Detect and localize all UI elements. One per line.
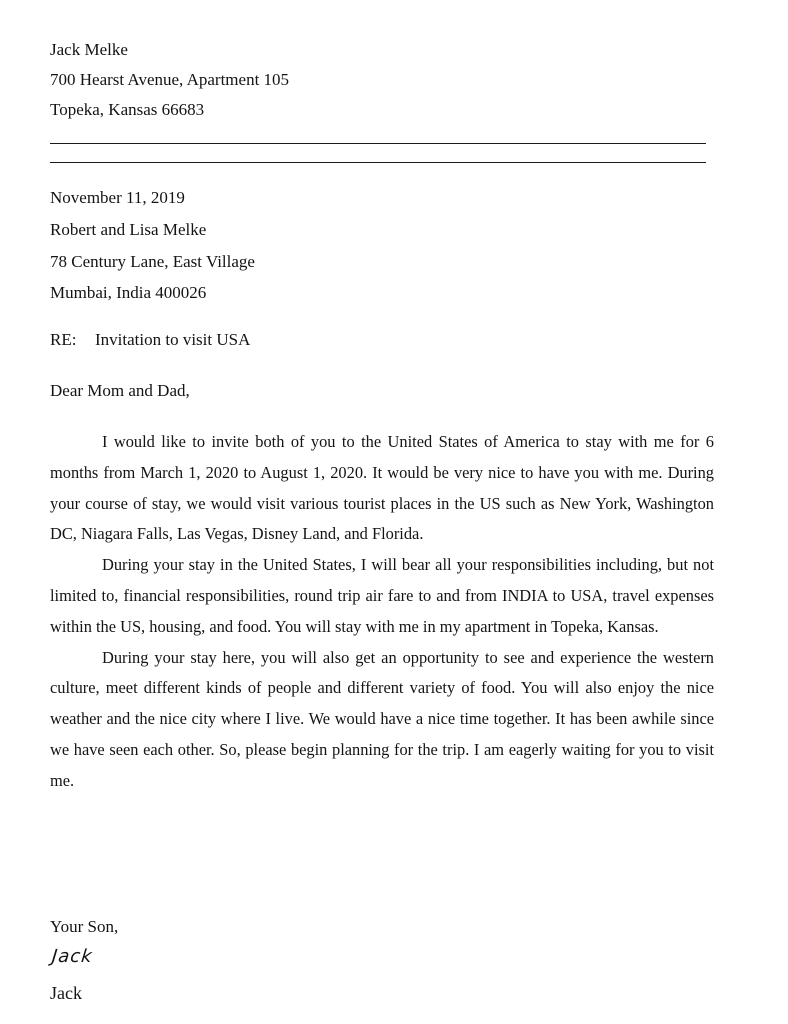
body-paragraph: During your stay here, you will also get an opportunity to see and experience the western culture, meet different kinds of people and different variety of food. You will also enjoy the nice weather and the nice city where I live. We would have a nice time together. It has been awhile since we have seen each other. So, please begin planning for the trip. I am eagerly waiting for you to visit me. [50,647,714,790]
salutation: Dear Mom and Dad, [50,381,190,400]
subject-line [50,330,250,350]
sender-address-line2: Topeka, Kansas 66683 [50,100,205,119]
signature-script: Jack [50,946,94,967]
closing: Your Son, [50,917,119,936]
body-paragraph: I would like to invite both of you to the United States of America to stay with me for 6 months from March 1, 2020 to August 1, 2020. It would be very nice to have you with me. During your course of stay, we would visit various tourist places in the US such as New York, Washington DC, Niagara Falls, Las Vegas, Disney Land, and Florida. [50,432,714,544]
recipient-name: Robert and Lisa Melke [50,220,207,239]
signature-name: Jack [50,983,82,1003]
recipient-address-line1: 78 Century Lane, East Village [50,252,255,271]
letter-date: November 11, 2019 [50,188,185,207]
recipient-address-line2: Mumbai, India 400026 [50,283,207,302]
header-divider-bottom [50,162,706,163]
body-paragraph: During your stay in the United States, I will bear all your responsibilities including, but not limited to, financial responsibilities, round trip air fare to and from INDIA to USA, travel expenses within the US, housing, and food. You will stay with me in my apartment in Topeka, Kansas. [50,555,714,636]
sender-name: Jack Melke [50,40,128,59]
subject-label: RE: [50,330,77,349]
sender-address-line1: 700 Hearst Avenue, Apartment 105 [50,70,290,89]
header-divider-top [50,143,706,144]
subject-text: Invitation to visit USA [95,330,251,349]
letter-body [50,427,714,797]
